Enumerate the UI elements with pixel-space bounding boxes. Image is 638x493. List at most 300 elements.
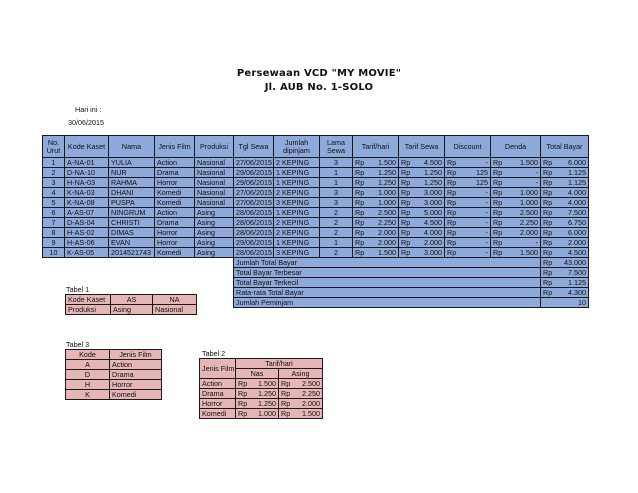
tabel1-row	[66, 295, 197, 305]
currency-label: Rp	[543, 278, 553, 287]
tgl-sewa-cell: 28/06/2015	[234, 208, 274, 218]
tabel1-cell: Produksi	[66, 305, 111, 315]
jenis-film-cell: Drama	[155, 218, 195, 228]
tarif-asing-cell	[279, 399, 323, 409]
currency-label: Rp	[543, 288, 553, 297]
money-value: 2.500	[520, 208, 538, 217]
jumlah-cell: 3 KEPING	[274, 248, 320, 258]
row-number: 8	[43, 228, 65, 238]
table-row	[43, 168, 589, 178]
table-row	[43, 188, 589, 198]
column-header: Lama Sewa	[320, 136, 353, 158]
tgl-sewa-cell: 27/06/2015	[234, 158, 274, 168]
tarif-sewa-cell	[399, 228, 445, 238]
jenis-film-cell: Drama	[110, 370, 162, 380]
money-value: 2.500	[302, 379, 320, 388]
currency-label: Rp	[401, 198, 411, 207]
tabel2-header-row	[200, 359, 323, 369]
currency-label: Rp	[543, 258, 553, 267]
currency-label: Rp	[355, 168, 365, 177]
money-value: 1.125	[568, 178, 586, 187]
jenis-film-cell: Horror	[155, 238, 195, 248]
jenis-film-cell: Action	[155, 208, 195, 218]
tgl-sewa-cell: 28/06/2015	[234, 228, 274, 238]
summary-value	[541, 258, 589, 268]
column-header: Total Bayar	[541, 136, 589, 158]
currency-label: Rp	[401, 228, 411, 237]
tarif-sewa-cell	[399, 198, 445, 208]
currency-label: Rp	[238, 409, 248, 418]
jenis-film-cell: Komedi	[110, 390, 162, 400]
produksi-cell: Nasional	[195, 188, 234, 198]
tabel2-row	[200, 399, 323, 409]
currency-label: Rp	[447, 188, 457, 197]
currency-label: Rp	[543, 238, 553, 247]
money-value: 4.000	[568, 188, 586, 197]
currency-label: Rp	[543, 178, 553, 187]
tarif-cell	[353, 198, 399, 208]
jenis-film-cell: Horror	[155, 178, 195, 188]
money-value: -	[485, 228, 488, 237]
currency-label: Rp	[401, 248, 411, 257]
currency-label: Rp	[355, 198, 365, 207]
currency-label: Rp	[493, 198, 503, 207]
tarif-sewa-cell	[399, 158, 445, 168]
currency-label: Rp	[543, 168, 553, 177]
discount-cell	[445, 188, 491, 198]
money-value: -	[485, 188, 488, 197]
currency-label: Rp	[401, 238, 411, 247]
tabel3-table	[65, 349, 162, 400]
denda-cell	[491, 218, 541, 228]
currency-label: Rp	[401, 208, 411, 217]
tabel1-cell: Asing	[111, 305, 153, 315]
nama-cell: RAHMA	[109, 178, 155, 188]
money-value: 1.250	[258, 389, 276, 398]
currency-label: Rp	[493, 158, 503, 167]
currency-label: Rp	[543, 208, 553, 217]
currency-label: Rp	[355, 208, 365, 217]
money-value: 4.500	[424, 218, 442, 227]
table-row	[43, 208, 589, 218]
tarif-asing-cell	[279, 389, 323, 399]
tarif-sewa-cell	[399, 238, 445, 248]
column-header: No. Urut	[43, 136, 65, 158]
currency-label: Rp	[238, 399, 248, 408]
currency-label: Rp	[355, 228, 365, 237]
column-header: Produksi	[195, 136, 234, 158]
kode-kaset-cell: H-AS-06	[65, 238, 109, 248]
jenis-film-cell: Komedi	[155, 198, 195, 208]
tarif-cell	[353, 168, 399, 178]
currency-label: Rp	[447, 208, 457, 217]
kode-kaset-cell: K-AS-05	[65, 248, 109, 258]
column-header: Jenis Film	[200, 359, 236, 379]
denda-cell	[491, 168, 541, 178]
money-value: 2.000	[302, 399, 320, 408]
tabel3-row	[66, 370, 162, 380]
tarif-cell	[353, 178, 399, 188]
tabel2-row	[200, 409, 323, 419]
tgl-sewa-cell: 28/06/2015	[234, 218, 274, 228]
currency-label: Rp	[543, 218, 553, 227]
currency-label: Rp	[543, 268, 553, 277]
kode-kaset-cell: A-NA-01	[65, 158, 109, 168]
tabel2-title: Tabel 2	[202, 349, 226, 358]
tabel1-table	[65, 294, 197, 315]
money-value: 4.000	[424, 228, 442, 237]
total-bayar-cell	[541, 198, 589, 208]
currency-label: Rp	[355, 188, 365, 197]
produksi-cell: Nasional	[195, 168, 234, 178]
money-value: 1.000	[520, 198, 538, 207]
jumlah-cell: 2 KEPING	[274, 158, 320, 168]
currency-label: Rp	[238, 389, 248, 398]
money-value: -	[485, 158, 488, 167]
tarif-sewa-cell	[399, 248, 445, 258]
money-value: 2.250	[302, 389, 320, 398]
currency-label: Rp	[355, 218, 365, 227]
currency-label: Rp	[281, 399, 291, 408]
summary-label: Rata-rata Total Bayar	[234, 288, 541, 298]
summary-value	[541, 288, 589, 298]
money-value: 1.125	[568, 168, 586, 177]
lama-sewa-cell: 2	[320, 228, 353, 238]
jumlah-cell: 1 KEPING	[274, 168, 320, 178]
currency-label: Rp	[493, 188, 503, 197]
jenis-film-cell: Komedi	[200, 409, 236, 419]
table-row	[43, 198, 589, 208]
denda-cell	[491, 238, 541, 248]
summary-label: Total Bayar Terbesar	[234, 268, 541, 278]
row-number: 4	[43, 188, 65, 198]
nama-cell: CHRISTI	[109, 218, 155, 228]
money-value: 4.300	[568, 288, 586, 297]
table-row	[43, 178, 589, 188]
tabel3-row	[66, 360, 162, 370]
money-value: -	[535, 178, 538, 187]
tarif-asing-cell	[279, 409, 323, 419]
money-value: 1.250	[258, 399, 276, 408]
lama-sewa-cell: 3	[320, 158, 353, 168]
total-bayar-cell	[541, 188, 589, 198]
column-header: Nas	[236, 369, 279, 379]
currency-label: Rp	[447, 238, 457, 247]
money-value: 3.000	[424, 188, 442, 197]
kode-cell: K	[66, 390, 110, 400]
tabel3-title: Tabel 3	[66, 340, 90, 349]
table-row	[43, 218, 589, 228]
tabel3-row	[66, 390, 162, 400]
tarif-nas-cell	[236, 389, 279, 399]
money-value: 5.000	[424, 208, 442, 217]
jenis-film-cell: Action	[155, 158, 195, 168]
row-number: 2	[43, 168, 65, 178]
tarif-sewa-cell	[399, 208, 445, 218]
money-value: -	[485, 218, 488, 227]
money-value: 1.000	[520, 188, 538, 197]
kode-kaset-cell: K-NA-08	[65, 198, 109, 208]
tarif-cell	[353, 248, 399, 258]
tgl-sewa-cell: 29/06/2015	[234, 168, 274, 178]
kode-kaset-cell: D-AS-04	[65, 218, 109, 228]
tgl-sewa-cell: 29/06/2015	[234, 178, 274, 188]
row-number: 9	[43, 238, 65, 248]
tarif-cell	[353, 208, 399, 218]
table-row	[43, 238, 589, 248]
lama-sewa-cell: 3	[320, 198, 353, 208]
total-bayar-cell	[541, 248, 589, 258]
table-row	[43, 248, 589, 258]
produksi-cell: Nasional	[195, 158, 234, 168]
tarif-nas-cell	[236, 399, 279, 409]
money-value: 1.000	[378, 188, 396, 197]
money-value: 7.500	[568, 208, 586, 217]
money-value: 2.500	[378, 208, 396, 217]
currency-label: Rp	[281, 379, 291, 388]
report-title: Persewaan VCD "MY MOVIE"	[236, 68, 402, 79]
spacer	[43, 268, 234, 278]
money-value: 7.500	[568, 268, 586, 277]
currency-label: Rp	[543, 188, 553, 197]
jumlah-cell: 1 KEPING	[274, 178, 320, 188]
tabel1-cell: AS	[111, 295, 153, 305]
jumlah-cell: 3 KEPING	[274, 198, 320, 208]
currency-label: Rp	[355, 178, 365, 187]
currency-label: Rp	[493, 238, 503, 247]
total-bayar-cell	[541, 228, 589, 238]
column-header: Jumlah dipinjam	[274, 136, 320, 158]
tabel1-cell: Nasional	[153, 305, 197, 315]
money-value: 1.500	[302, 409, 320, 418]
denda-cell	[491, 228, 541, 238]
tarif-cell	[353, 218, 399, 228]
kode-kaset-cell: H-NA-03	[65, 178, 109, 188]
kode-kaset-cell: H-AS-02	[65, 228, 109, 238]
currency-label: Rp	[447, 218, 457, 227]
report-subtitle: Jl. AUB No. 1-SOLO	[264, 82, 374, 93]
tarif-sewa-cell	[399, 178, 445, 188]
money-value: 1.000	[258, 409, 276, 418]
discount-cell	[445, 238, 491, 248]
column-header: Kode	[66, 350, 110, 360]
currency-label: Rp	[447, 248, 457, 257]
jenis-film-cell: Horror	[155, 228, 195, 238]
discount-cell	[445, 168, 491, 178]
date-value: 30/06/2015	[68, 118, 104, 127]
money-value: 125	[476, 168, 488, 177]
jumlah-cell: 2 KEPING	[274, 228, 320, 238]
summary-row	[43, 258, 589, 268]
money-value: 1.500	[520, 158, 538, 167]
tgl-sewa-cell: 27/06/2015	[234, 188, 274, 198]
produksi-cell: Nasional	[195, 178, 234, 188]
money-value: 2.000	[378, 228, 396, 237]
jenis-film-cell: Action	[110, 360, 162, 370]
lama-sewa-cell: 2	[320, 208, 353, 218]
produksi-cell: Asing	[195, 208, 234, 218]
jenis-film-cell: Horror	[110, 380, 162, 390]
nama-cell: 2014521743	[109, 248, 155, 258]
lama-sewa-cell: 3	[320, 188, 353, 198]
summary-label: Jumlah Peminjam	[234, 298, 541, 308]
column-header: Asing	[279, 369, 323, 379]
money-value: 3.000	[424, 198, 442, 207]
row-number: 5	[43, 198, 65, 208]
kode-cell: H	[66, 380, 110, 390]
jenis-film-cell: Komedi	[155, 188, 195, 198]
money-value: 125	[476, 178, 488, 187]
nama-cell: NUR	[109, 168, 155, 178]
tarif-cell	[353, 188, 399, 198]
jumlah-cell: 1 KEPING	[274, 238, 320, 248]
summary-value	[541, 278, 589, 288]
money-value: 1.250	[424, 178, 442, 187]
tabel3-row	[66, 380, 162, 390]
currency-label: Rp	[355, 248, 365, 257]
jumlah-cell: 2 KEPING	[274, 218, 320, 228]
money-value: 43.000	[564, 258, 586, 267]
money-value: 1.500	[378, 158, 396, 167]
discount-cell	[445, 208, 491, 218]
total-bayar-cell	[541, 218, 589, 228]
money-value: -	[485, 238, 488, 247]
produksi-cell: Asing	[195, 248, 234, 258]
produksi-cell: Asing	[195, 218, 234, 228]
money-value: 1.250	[378, 178, 396, 187]
nama-cell: DHANI	[109, 188, 155, 198]
money-value: 1.500	[520, 248, 538, 257]
denda-cell	[491, 198, 541, 208]
jumlah-cell: 1 KEPING	[274, 208, 320, 218]
lama-sewa-cell: 1	[320, 178, 353, 188]
money-value: 4.500	[568, 248, 586, 257]
tarif-sewa-cell	[399, 218, 445, 228]
kode-cell: A	[66, 360, 110, 370]
tarif-cell	[353, 238, 399, 248]
summary-row	[43, 268, 589, 278]
total-bayar-cell	[541, 178, 589, 188]
column-header: Kode Kaset	[65, 136, 109, 158]
money-value: 4.500	[424, 158, 442, 167]
jenis-film-cell: Drama	[155, 168, 195, 178]
currency-label: Rp	[493, 178, 503, 187]
money-value: 1.500	[258, 379, 276, 388]
currency-label: Rp	[543, 158, 553, 167]
main-rental-table	[42, 135, 589, 308]
column-group-header: Tarif/hari	[236, 359, 323, 369]
money-value: 2.000	[568, 238, 586, 247]
column-header: Tarif Sewa	[399, 136, 445, 158]
currency-label: Rp	[401, 168, 411, 177]
summary-label: Total Bayar Terkecil	[234, 278, 541, 288]
denda-cell	[491, 208, 541, 218]
column-header: Jenis Film	[155, 136, 195, 158]
currency-label: Rp	[447, 228, 457, 237]
tarif-sewa-cell	[399, 168, 445, 178]
money-value: 6.000	[568, 158, 586, 167]
column-header: Nama	[109, 136, 155, 158]
currency-label: Rp	[493, 208, 503, 217]
money-value: 1.500	[378, 248, 396, 257]
nama-cell: PUSPA	[109, 198, 155, 208]
row-number: 1	[43, 158, 65, 168]
money-value: 2.250	[520, 218, 538, 227]
row-number: 10	[43, 248, 65, 258]
tarif-sewa-cell	[399, 188, 445, 198]
tabel1-row	[66, 305, 197, 315]
money-value: -	[485, 208, 488, 217]
currency-label: Rp	[543, 198, 553, 207]
lama-sewa-cell: 1	[320, 168, 353, 178]
currency-label: Rp	[447, 168, 457, 177]
money-value: 6.750	[568, 218, 586, 227]
money-value: 1.125	[568, 278, 586, 287]
denda-cell	[491, 178, 541, 188]
money-value: 2.000	[520, 228, 538, 237]
currency-label: Rp	[401, 178, 411, 187]
tgl-sewa-cell: 29/06/2015	[234, 238, 274, 248]
currency-label: Rp	[401, 158, 411, 167]
currency-label: Rp	[493, 228, 503, 237]
tgl-sewa-cell: 28/06/2015	[234, 248, 274, 258]
kode-kaset-cell: A-AS-07	[65, 208, 109, 218]
money-value: 6.000	[568, 228, 586, 237]
money-value: -	[485, 248, 488, 257]
currency-label: Rp	[447, 178, 457, 187]
produksi-cell: Asing	[195, 228, 234, 238]
money-value: -	[535, 168, 538, 177]
spacer	[43, 258, 234, 268]
nama-cell: DIMAS	[109, 228, 155, 238]
tarif-cell	[353, 158, 399, 168]
currency-label: Rp	[493, 248, 503, 257]
date-label: Hari ini :	[75, 105, 102, 114]
tabel2-row	[200, 389, 323, 399]
currency-label: Rp	[281, 389, 291, 398]
money-value: 1.000	[378, 198, 396, 207]
money-value: 3.000	[424, 248, 442, 257]
column-header: Discount	[445, 136, 491, 158]
jenis-film-cell: Drama	[200, 389, 236, 399]
money-value: 2.000	[424, 238, 442, 247]
row-number: 3	[43, 178, 65, 188]
money-value: 1.250	[378, 168, 396, 177]
discount-cell	[445, 228, 491, 238]
kode-kaset-cell: D-NA-10	[65, 168, 109, 178]
tabel1-cell: NA	[153, 295, 197, 305]
produksi-cell: Nasional	[195, 198, 234, 208]
kode-kaset-cell: K-NA-03	[65, 188, 109, 198]
currency-label: Rp	[401, 188, 411, 197]
jenis-film-cell: Action	[200, 379, 236, 389]
tabel2-table	[199, 358, 323, 419]
denda-cell	[491, 158, 541, 168]
currency-label: Rp	[355, 158, 365, 167]
table-row	[43, 228, 589, 238]
discount-cell	[445, 178, 491, 188]
tabel3-header-row	[66, 350, 162, 360]
column-header: Tarif/hari	[353, 136, 399, 158]
summary-value	[541, 268, 589, 278]
money-value: -	[535, 238, 538, 247]
currency-label: Rp	[543, 228, 553, 237]
currency-label: Rp	[493, 218, 503, 227]
tarif-nas-cell	[236, 409, 279, 419]
currency-label: Rp	[493, 168, 503, 177]
column-header: Tgl Sewa	[234, 136, 274, 158]
currency-label: Rp	[543, 248, 553, 257]
